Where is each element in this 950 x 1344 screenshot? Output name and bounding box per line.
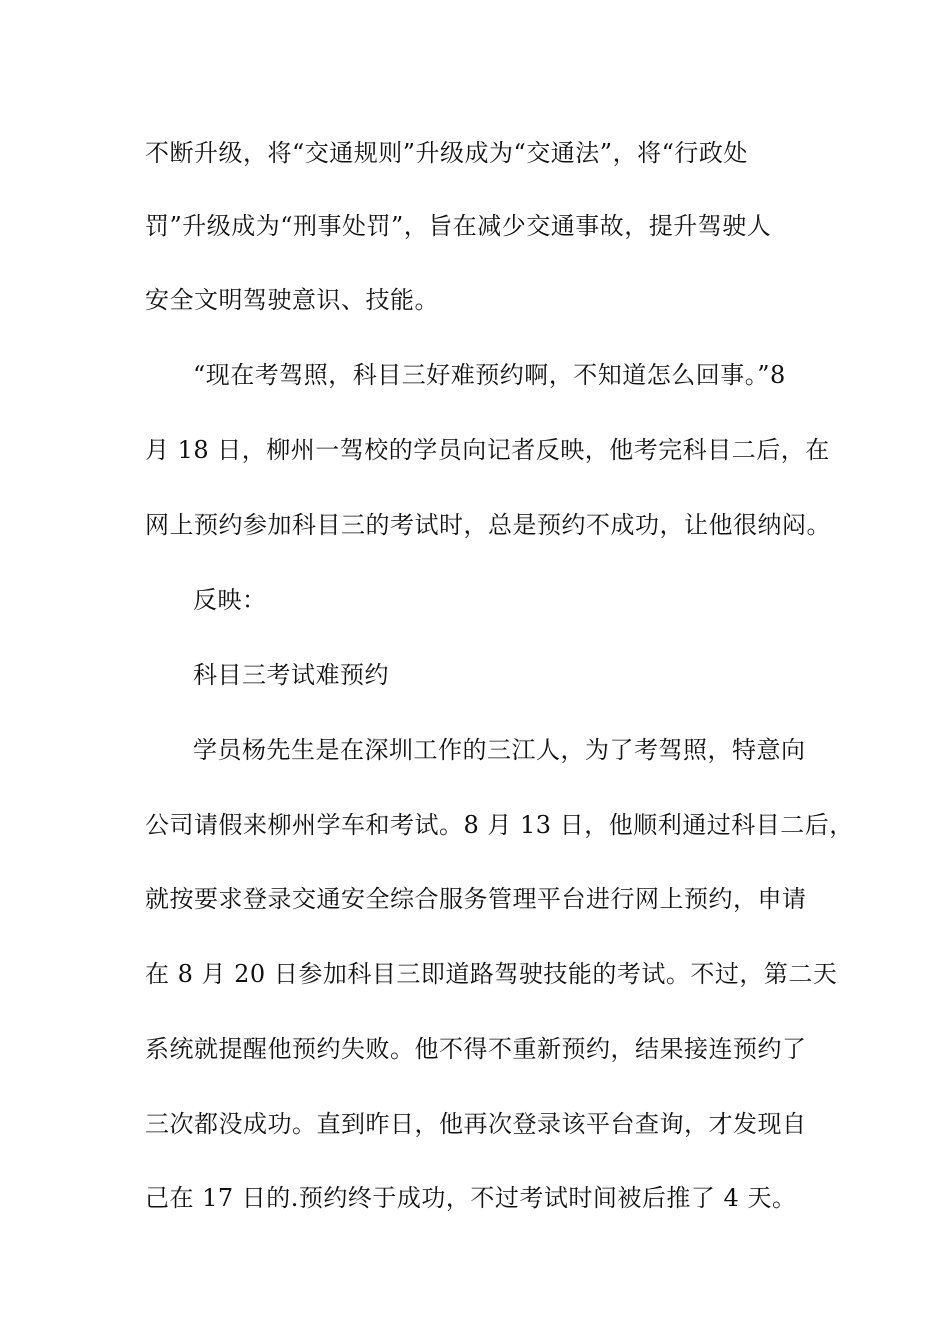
text-line: 罚”升级成为“刑事处罚”，旨在减少交通事故，提升驾驶人 — [145, 212, 772, 240]
paragraph-start-line: “现在考驾照，科目三好难预约啊，不知道怎么回事。”8 — [193, 361, 786, 389]
section-heading: 科目三考试难预约 — [193, 661, 389, 689]
paragraph-start-line: 学员杨先生是在深圳工作的三江人，为了考驾照，特意向 — [193, 736, 806, 764]
text-line: 安全文明驾驶意识、技能。 — [145, 286, 439, 314]
text-line: 公司请假来柳州学车和考试。8 月 13 日，他顺利通过科目二后， — [145, 811, 854, 839]
section-label: 反映： — [193, 586, 267, 614]
text-line: 己在 17 日的.预约终于成功，不过考试时间被后推了 4 天。 — [145, 1184, 797, 1212]
text-line: 网上预约参加科目三的考试时，总是预约不成功，让他很纳闷。 — [145, 511, 831, 539]
text-line: 不断升级，将“交通规则”升级成为“交通法”，将“行政处 — [145, 139, 748, 167]
text-line: 三次都没成功。直到昨日，他再次登录该平台查询，才发现自 — [145, 1110, 807, 1138]
text-line: 月 18 日，柳州一驾校的学员向记者反映，他考完科目二后，在 — [145, 436, 830, 464]
text-line: 就按要求登录交通安全综合服务管理平台进行网上预约，申请 — [145, 885, 807, 913]
text-line: 在 8 月 20 日参加科目三即道路驾驶技能的考试。不过，第二天 — [145, 960, 838, 988]
text-line: 系统就提醒他预约失败。他不得不重新预约，结果接连预约了 — [145, 1035, 807, 1063]
